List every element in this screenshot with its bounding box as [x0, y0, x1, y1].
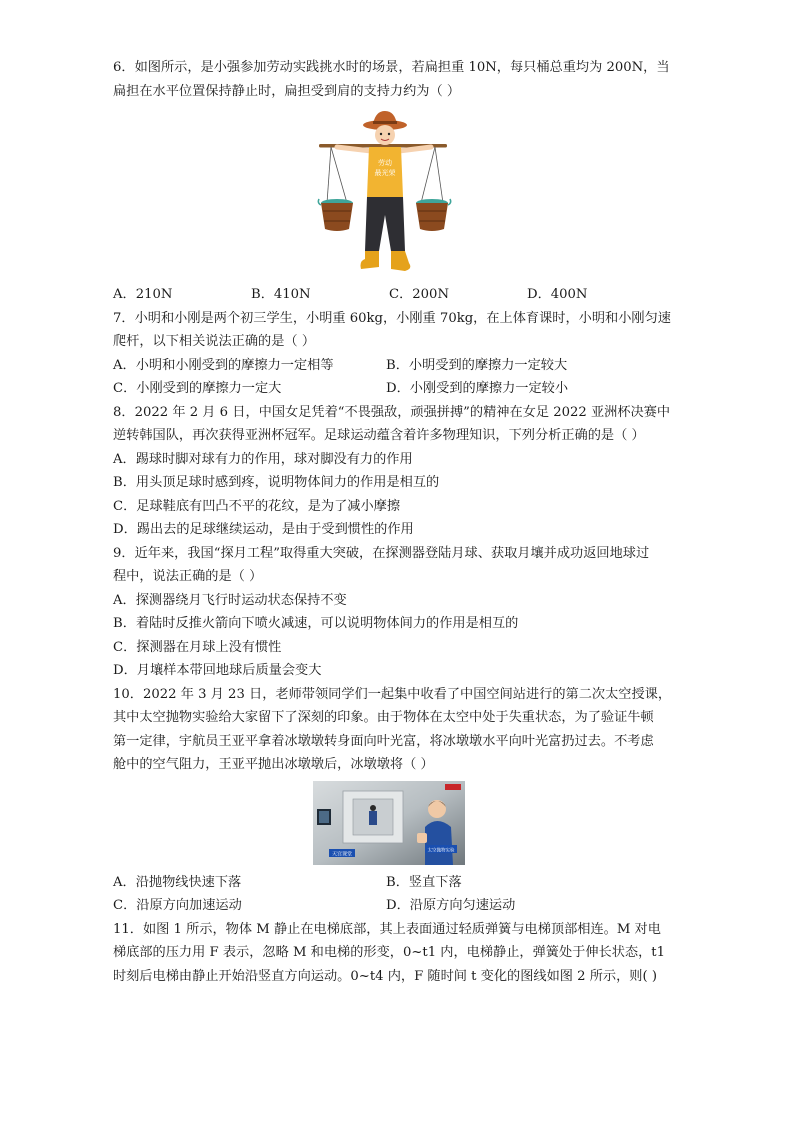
q7-option-a[interactable]: A．小明和小刚受到的摩擦力一定相等 — [113, 357, 334, 373]
q10-option-d[interactable]: D．沿原方向匀速运动 — [386, 898, 516, 913]
left-bucket-icon — [318, 199, 353, 231]
question-9 — [113, 542, 685, 589]
q6-options — [113, 283, 685, 307]
q9-option-d[interactable]: D．月壤样本带回地球后质量会变大 — [113, 663, 322, 678]
q7-stem-line-1: 7．小明和小刚是两个初三学生，小明重 60kg，小刚重 70kg，在上体育课时，小明和小刚匀速 — [113, 310, 671, 326]
q7-options-row-1 — [113, 354, 685, 378]
q10-option-b[interactable]: B．竖直下落 — [386, 874, 462, 890]
question-page — [113, 56, 685, 988]
q7-option-b[interactable]: B．小明受到的摩擦力一定较大 — [386, 357, 568, 373]
space-lesson-photo-illustration — [313, 781, 465, 865]
q8-option-a[interactable]: A．踢球时脚对球有力的作用，球对脚没有力的作用 — [113, 451, 413, 467]
q6-option-b[interactable]: B．410N — [251, 287, 311, 302]
right-boot — [391, 251, 410, 271]
q9-option-b[interactable]: B．着陆时反推火箭向下喷火减速，可以说明物体间力的作用是相互的 — [113, 616, 519, 631]
question-8 — [113, 401, 685, 448]
q6-option-a[interactable]: A．210N — [113, 287, 173, 302]
q11-stem-line-1: 11．如图 1 所示，物体 M 静止在电梯底部，其上表面通过轻质弹簧与电梯顶部相连。M 对电 — [113, 921, 661, 937]
q11-stem-line-3: 时刻后电梯由静止开始沿竖直方向运动。0~t4 内，F 随时间 t 变化的图线如图 2 所示，则( ) — [113, 968, 657, 984]
boy-face — [375, 125, 395, 145]
q7-stem-line-2: 爬杆，以下相关说法正确的是（ ） — [113, 334, 316, 349]
q7-option-c[interactable]: C．小刚受到的摩擦力一定大 — [113, 381, 282, 396]
q10-options-row-2 — [113, 894, 685, 918]
boy-carrying-buckets-illustration — [317, 111, 457, 279]
q7-option-d[interactable]: D．小刚受到的摩擦力一定较小 — [386, 381, 569, 396]
q8-option-c[interactable]: C．足球鞋底有凹凸不平的花纹，是为了减小摩擦 — [113, 498, 401, 514]
right-bucket-icon — [416, 199, 451, 231]
q10-option-a[interactable]: A．沿抛物线快速下落 — [113, 874, 242, 890]
q8-stem-line-1: 8．2022 年 2 月 6 日，中国女足凭着“不畏强敌，顽强拼搏”的精神在女足 2022 亚洲杯决赛中 — [113, 404, 671, 420]
q9-option-c[interactable]: C．探测器在月球上没有惯性 — [113, 639, 282, 655]
q8-stem-line-2: 逆转韩国队，再次获得亚洲杯冠军。足球运动蕴含着许多物理知识，下列分析正确的是（ ） — [113, 428, 645, 443]
q9-stem-line-1: 9．近年来，我国“探月工程”取得重大突破，在探测器登陆月球、获取月壤并成功返回地球过 — [113, 545, 650, 561]
q9-option-a[interactable]: A．探测器绕月飞行时运动状态保持不变 — [113, 592, 347, 608]
q6-option-d[interactable]: D．400N — [527, 287, 588, 302]
photo-caption-left: 天宫课堂 — [331, 851, 353, 857]
near-astronaut — [425, 821, 453, 865]
space-station-photo — [313, 781, 465, 865]
question-7 — [113, 307, 685, 354]
q8-option-b[interactable]: B．用头顶足球时感到疼，说明物体间力的作用是相互的 — [113, 475, 440, 490]
q6-option-c[interactable]: C．200N — [389, 287, 449, 302]
black-pants — [365, 197, 405, 251]
question-10 — [113, 683, 685, 777]
q10-options-row-1 — [113, 871, 685, 895]
q6-stem-line-2: 扁担在水平位置保持静止时，扁担受到肩的支持力约为（ ） — [113, 83, 461, 99]
shirt-text-2: 最光荣 — [374, 169, 396, 177]
q10-stem-line-2: 其中太空抛物实验给大家留下了深刻的印象。由于物体在太空中处于失重状态，为了验证牛顿 — [113, 710, 654, 725]
q10-stem-line-1: 10．2022 年 3 月 23 日，老师带领同学们一起集中收看了中国空间站进行的第二次太空授课， — [113, 686, 672, 702]
q11-stem-line-2: 梯底部的压力用 F 表示，忽略 M 和电梯的形变，0~t1 内，电梯静止，弹簧处于伸长状态，t1 — [113, 945, 665, 960]
left-boot — [361, 251, 380, 269]
far-astronaut — [369, 811, 377, 825]
q9-stem-line-2: 程中，说法正确的是（ ） — [113, 569, 263, 584]
question-6 — [113, 56, 685, 103]
question-11 — [113, 918, 685, 989]
q10-stem-line-4: 舱中的空气阻力，王亚平抛出冰墩墩后，冰墩墩将（ ） — [113, 757, 434, 772]
photo-caption-right: 太空抛物实验 — [427, 848, 455, 853]
q8-option-d[interactable]: D．踢出去的足球继续运动，是由于受到惯性的作用 — [113, 522, 414, 537]
q10-stem-line-3: 第一定律，宇航员王亚平拿着冰墩墩转身面向叶光富，将冰墩墩水平向叶光富扔过去。不考虑 — [113, 733, 654, 749]
q6-stem-line-1: 6．如图所示，是小强参加劳动实践挑水时的场景，若扁担重 10N，每只桶总重均为 200N，当 — [113, 60, 670, 75]
water-carrying-figure — [317, 111, 457, 279]
q10-option-c[interactable]: C．沿原方向加速运动 — [113, 898, 242, 913]
q7-options-row-2 — [113, 377, 685, 401]
shirt-text-1: 劳动 — [378, 159, 392, 167]
